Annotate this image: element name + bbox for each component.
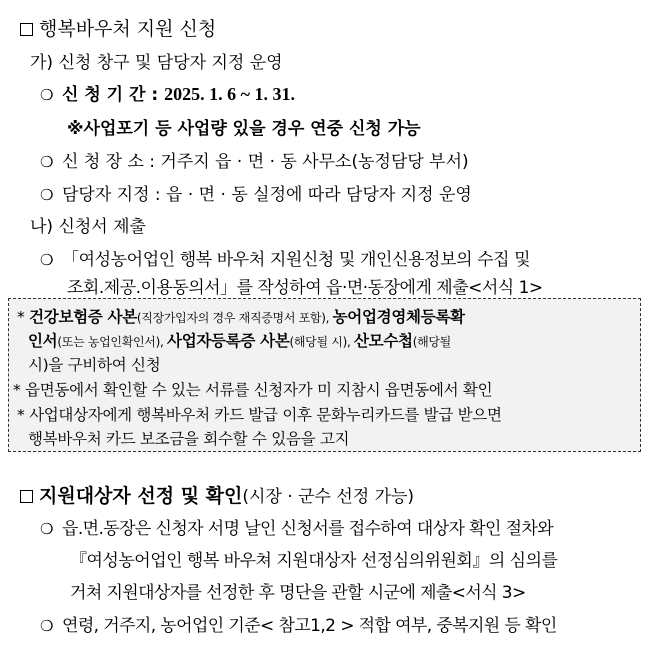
section-title-selection [20, 481, 414, 508]
note-health-insurance: 건강보험증 사본 [29, 308, 137, 326]
square-bullet-icon [20, 490, 33, 503]
section-title-voucher [20, 14, 216, 41]
note-business-registration: 사업자등록증 사본 [167, 332, 290, 350]
note-1-line3: 시)을 구비하여 신청 [28, 356, 161, 374]
place-text: 신 청 장 소 : 거주지 읍 · 면 · 동 사무소(농정담당 부서) [62, 152, 469, 172]
manager-item [40, 180, 472, 205]
manager-text: 담당자 지정 : 읍 · 면 · 동 실정에 따라 담당자 지정 운영 [62, 185, 472, 205]
submit-text-line1: 「여성농어업인 행복 바우처 지원신청 및 개인신용정보의 수집 및 [62, 250, 531, 270]
section2-title-suffix: (시장 · 군수 선정 가능) [242, 487, 415, 507]
submit-text-line2: 조회.제공.이용동의서」를 작성하여 읍·면·동장에게 제출<서식 1> [67, 278, 543, 298]
subheading-b: 나) 신청서 제출 [30, 217, 146, 237]
note-1-line1 [17, 305, 465, 327]
period-label: 신 청 기 간 : [62, 85, 165, 105]
note-farm-registration: 농어업경영체등록확 [332, 308, 465, 326]
section2-title-text: 지원대상자 선정 및 확인 [39, 485, 243, 507]
note-1-line2 [28, 329, 451, 351]
circle-bullet-icon: ❍ [40, 153, 54, 171]
circle-bullet-icon: ❍ [40, 520, 53, 538]
period-item [40, 80, 295, 105]
selection-item2-text: 연령, 거주지, 농어업인 기준< 참고1,2 > 적합 여부, 중복지원 등 확인 [62, 616, 557, 636]
circle-bullet-icon: ❍ [40, 86, 54, 104]
note-detail: (해당될 [412, 335, 451, 349]
notes-box [8, 298, 641, 452]
note-farm-registration-end: 인서 [28, 332, 58, 350]
selection-item-1 [40, 514, 553, 539]
selection-item1-line3: 거쳐 지원대상자를 선정한 후 명단을 관할 시군에 제출<서식 3> [70, 583, 526, 603]
period-note: ※사업포기 등 사업량 있을 경우 연중 신청 가능 [67, 119, 421, 139]
section-title-text: 행복바우처 지원 신청 [39, 18, 217, 40]
submit-item [40, 245, 530, 270]
selection-item-2 [40, 611, 557, 636]
circle-bullet-icon: ❍ [40, 251, 54, 269]
note-detail: (직장가입자의 경우 재직증명서 포함), [136, 311, 333, 325]
note-detail: (또는 농업인확인서), [57, 335, 168, 349]
circle-bullet-icon: ❍ [40, 617, 53, 635]
square-bullet-icon [20, 23, 33, 36]
circle-bullet-icon: ❍ [40, 186, 54, 204]
place-item [40, 147, 469, 172]
note-3-line2: 행복바우처 카드 보조금을 회수할 수 있음을 고지 [28, 430, 350, 448]
period-value: 2025. 1. 6 ~ 1. 31. [164, 84, 295, 104]
note-detail: (해당될 시), [289, 335, 354, 349]
note-bullet: * [17, 308, 25, 326]
note-2: * 읍면동에서 확인할 수 있는 서류를 신청자가 미 지참시 읍면동에서 확인 [13, 381, 493, 399]
subheading-a: 가) 신청 창구 및 담당자 지정 운영 [30, 53, 283, 73]
note-maternity-book: 산모수첩 [353, 332, 413, 350]
selection-item1-line2: 『여성농어업인 행복 바우쳐 지원대상자 선정심의위원회』의 심의를 [70, 551, 558, 571]
note-3-line1: * 사업대상자에게 행복바우처 카드 발급 이후 문화누리카드를 발급 받으면 [17, 406, 502, 424]
selection-item1-line1: 읍.면.동장은 신청자 서명 날인 신청서를 접수하여 대상자 확인 절차와 [62, 519, 554, 539]
